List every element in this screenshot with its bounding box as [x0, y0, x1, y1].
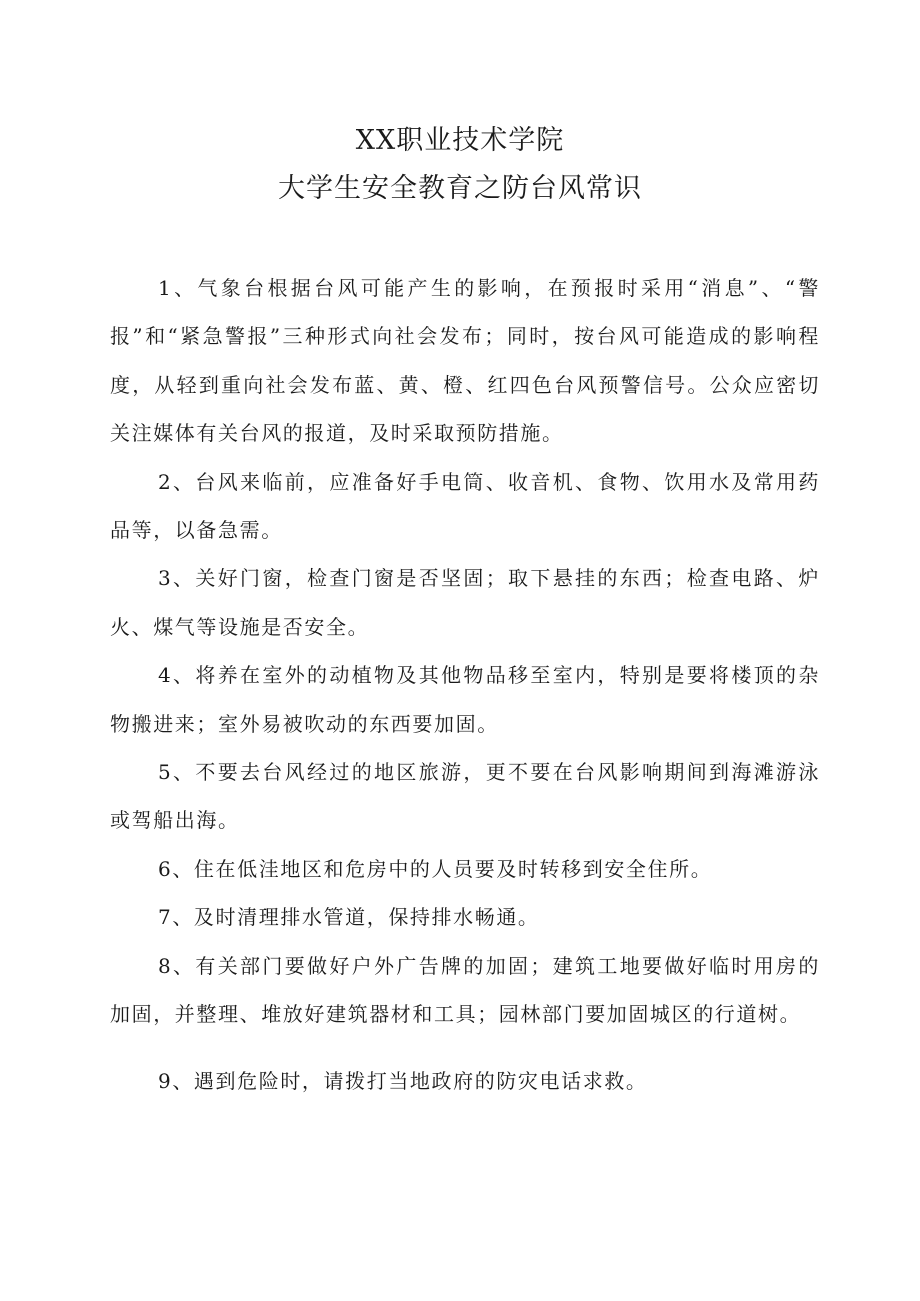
paragraph-2: 2、台风来临前，应准备好手电筒、收音机、食物、饮用水及常用药品等，以备急需。 — [110, 469, 820, 543]
paragraph-6: 6、住在低洼地区和危房中的人员要及时转移到安全住所。 — [158, 856, 713, 881]
paragraph-5: 5、不要去台风经过的地区旅游，更不要在台风影响期间到海滩游泳或驾船出海。 — [110, 760, 820, 833]
paragraph-7: 7、及时清理排水管道，保持排水畅通。 — [158, 905, 540, 930]
paragraph-9: 9、遇到危险时，请拨打当地政府的防灾电话求救。 — [158, 1068, 648, 1093]
document-title-topic: 大学生安全教育之防台风常识 — [278, 173, 642, 204]
paragraph-4: 4、将养在室外的动植物及其他物品移至室内，特别是要将楼顶的杂物搬进来；室外易被吹动的东西要加固。 — [110, 663, 820, 736]
document-body — [110, 264, 820, 1105]
paragraph-3: 3、关好门窗，检查门窗是否坚固；取下悬挂的东西；检查电路、炉火、煤气等设施是否安全。 — [110, 566, 820, 639]
paragraph-8: 8、有关部门要做好户外广告牌的加固；建筑工地要做好临时用房的加固，并整理、堆放好建筑器材和工具；园林部门要加固城区的行道树。 — [110, 953, 820, 1027]
document-title-school: XX职业技术学院 — [355, 125, 565, 156]
paragraph-1: 1、气象台根据台风可能产生的影响，在预报时采用“消息”、“警报”和“紧急警报”三种形式向社会发布；同时，按台风可能造成的影响程度，从轻到重向社会发布蓝、黄、橙、红四色台风预警信号。公众应密切关注媒体有关台风的报道，及时采取预防措施。 — [110, 276, 820, 446]
